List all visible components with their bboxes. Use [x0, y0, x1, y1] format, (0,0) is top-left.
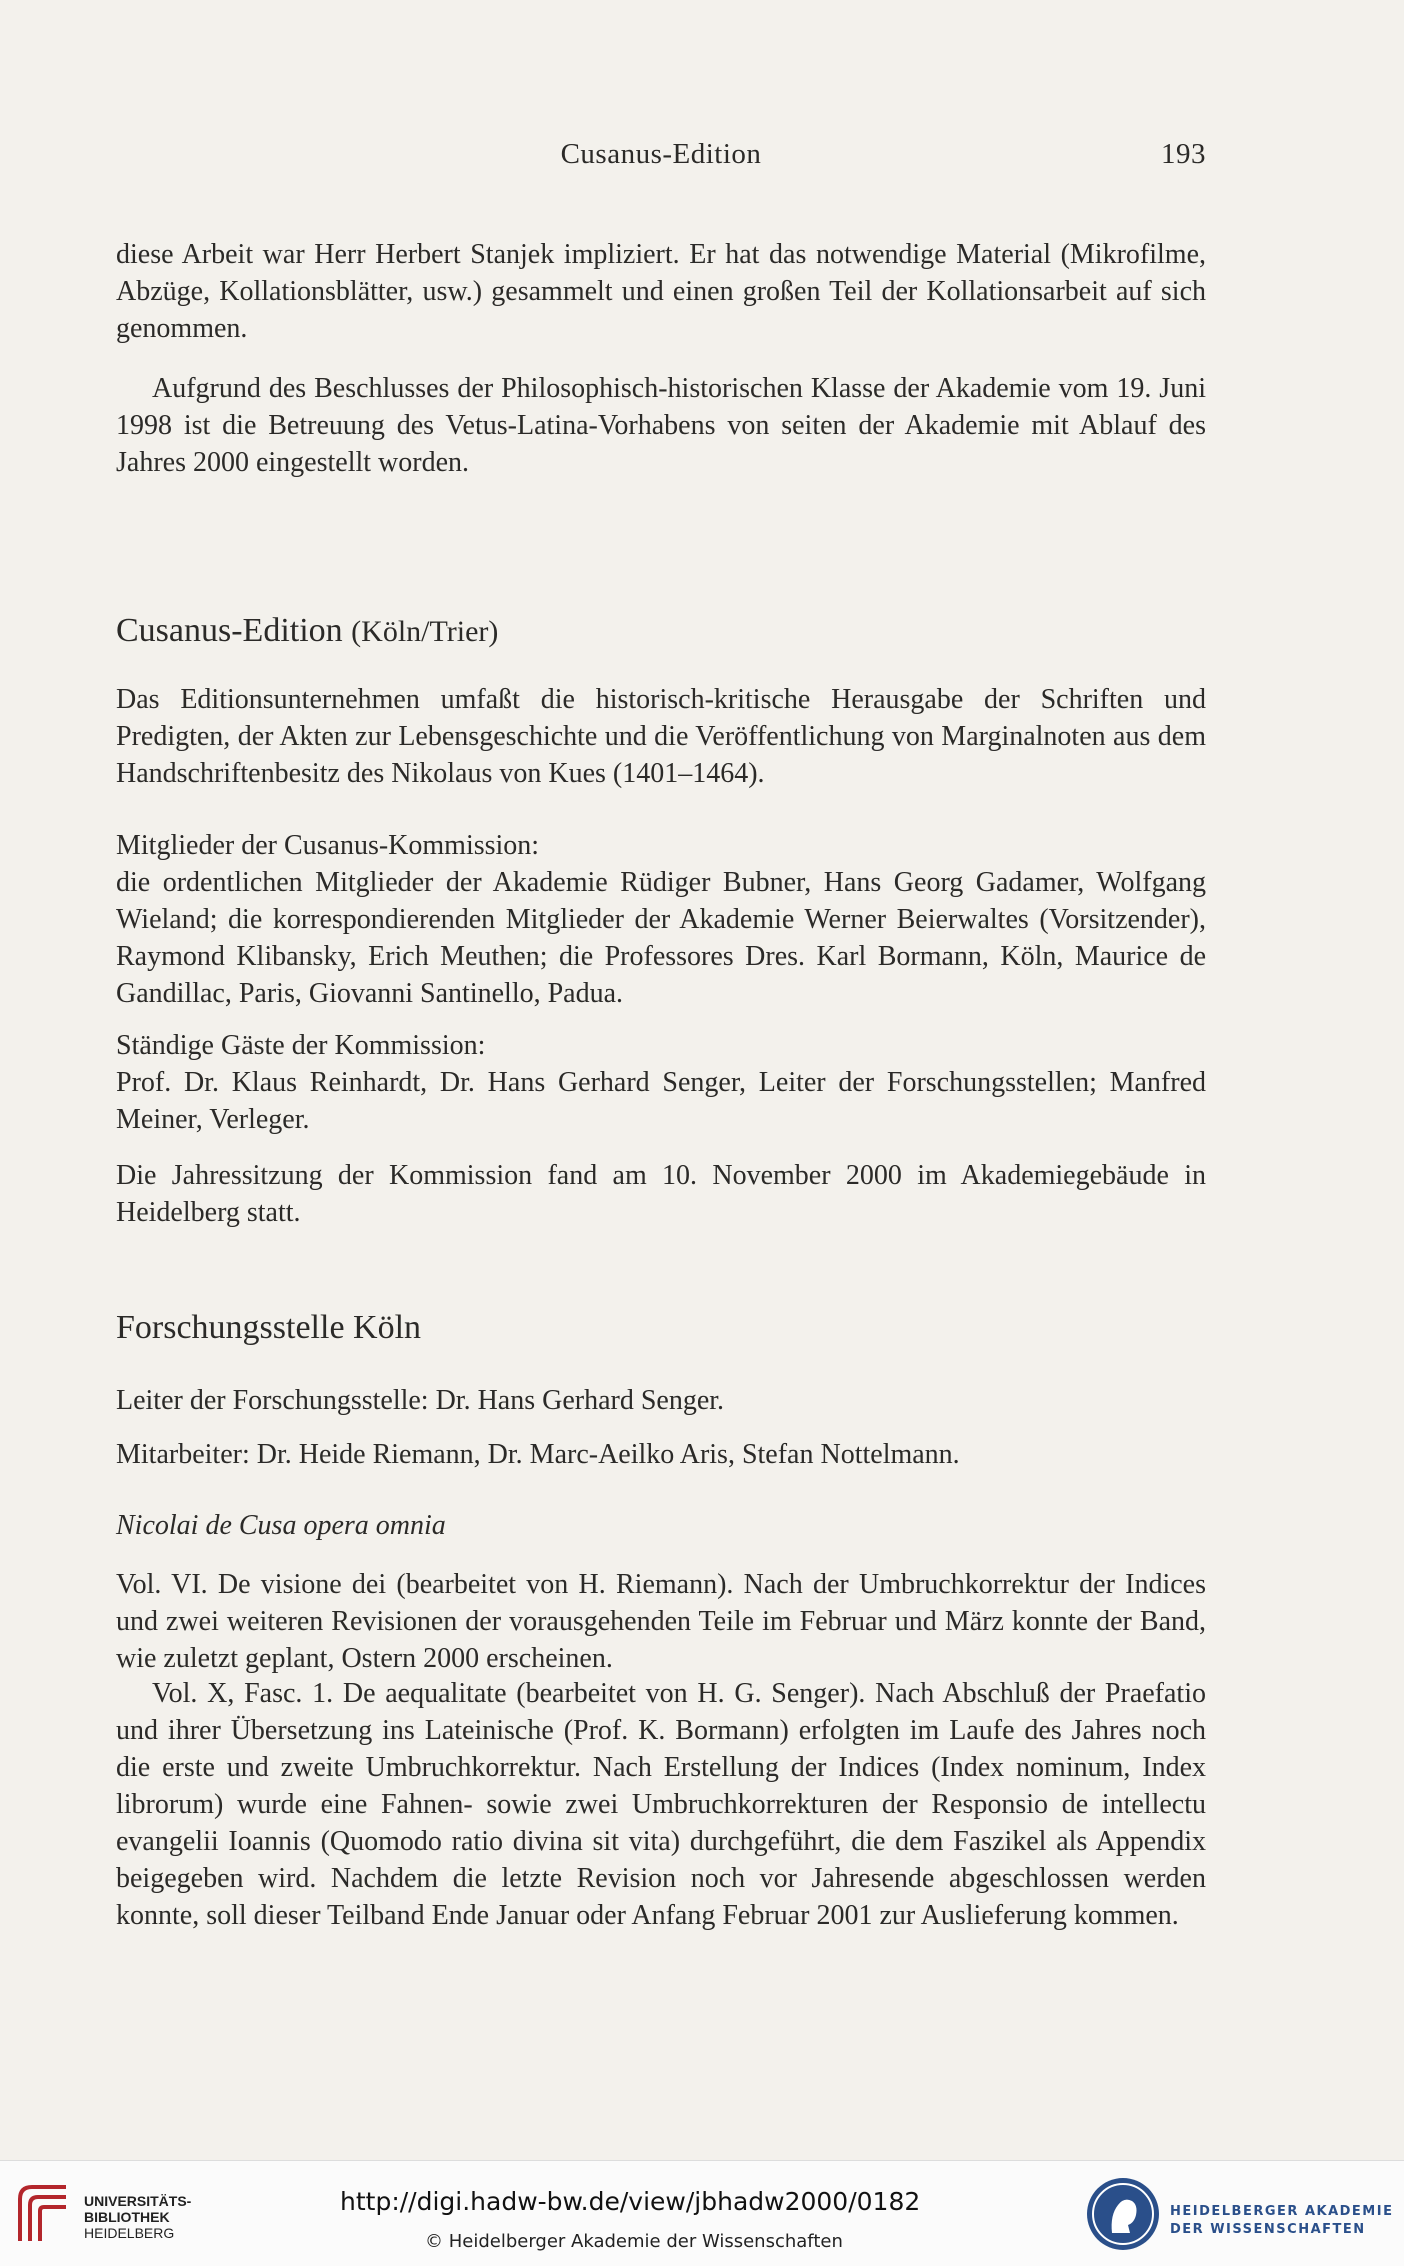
- academy-name: [1170, 2203, 1393, 2239]
- paragraph-vol10: Vol. X, Fasc. 1. De aequalitate (bearbeitet von H. G. Senger). Nach Abschluß der Praefatio und ihrer Übersetzung ins Lateinische (Prof. K. Bormann) erfolgten im Laufe des Jahres noch die erste und zweite Umbruchkorrektur. Nach Erstellung der Indices (Index nominum, Index librorum) wurde eine Fahnen- sowie zwei Umbruchkorrekturen der Responsio de intellectu evangelii Ioannis (Quomodo ratio divina sit vita) durchgeführt, die dem Faszikel als Appendix beigegeben wird. Nachdem die letzte Revision noch vor Jahresende abgeschlossen werden konnte, soll dieser Teilband Ende Januar oder Anfang Februar 2001 zur Auslieferung kommen.: [116, 1678, 1206, 1931]
- members-label: Mitglieder der Cusanus-Kommission:: [116, 830, 540, 861]
- paragraph-intro: Das Editionsunternehmen umfaßt die historisch-kritische Herausgabe der Schriften und Predigten, der Akten zur Lebensgeschichte und die Veröffentlichung von Marginalnoten aus dem Handschriftenbesitz des Nikolaus von Kues (1401–1464).: [116, 684, 1206, 789]
- leader-line: Leiter der Forschungsstelle: Dr. Hans Gerhard Senger.: [116, 1385, 725, 1416]
- paragraph-meeting: Die Jahressitzung der Kommission fand am 10. November 2000 im Akademiegebäude in Heidelberg statt.: [116, 1160, 1206, 1228]
- guests-label: Ständige Gäste der Kommission:: [116, 1030, 486, 1061]
- library-name-line: HEIDELBERG: [84, 2225, 175, 2241]
- staff-line: Mitarbeiter: Dr. Heide Riemann, Dr. Marc-Aeilko Aris, Stefan Nottelmann.: [116, 1439, 960, 1470]
- academy-name-line: DER WISSENSCHAFTEN: [1170, 2222, 1366, 2237]
- section-heading-title: Cusanus-Edition: [116, 612, 343, 649]
- library-name-line: BIBLIOTHEK: [84, 2209, 170, 2225]
- section-heading-koeln: Forschungsstelle Köln: [116, 1309, 422, 1346]
- running-head: [116, 138, 1206, 178]
- section-heading-location: (Köln/Trier): [351, 615, 499, 648]
- academy-seal-icon: [1084, 2175, 1162, 2253]
- page-number: 193: [1161, 138, 1206, 170]
- document-url-link[interactable]: http://digi.hadw-bw.de/view/jbhadw2000/0182: [340, 2187, 921, 2216]
- paragraph-continuation: diese Arbeit war Herr Herbert Stanjek impliziert. Er hat das notwendige Material (Mikrofilme, Abzüge, Kollationsblätter, usw.) gesammelt und einen großen Teil der Kollationsarbeit auf sich genommen.: [116, 239, 1206, 344]
- copyright-notice: © Heidelberger Akademie der Wissenschaften: [425, 2231, 843, 2252]
- university-library-name: [84, 2193, 191, 2241]
- university-library-logo-icon: [14, 2179, 72, 2249]
- subheading-opera: Nicolai de Cusa opera omnia: [116, 1510, 446, 1541]
- guests-list: Prof. Dr. Klaus Reinhardt, Dr. Hans Gerhard Senger, Leiter der Forschungsstellen; Manfred Meiner, Verleger.: [116, 1067, 1206, 1135]
- section-heading-cusanus: [116, 612, 498, 650]
- paragraph-vetus-latina: Aufgrund des Beschlusses der Philosophisch-historischen Klasse der Akademie vom 19. Juni 1998 ist die Betreuung des Vetus-Latina-Vorhabens von seiten der Akademie mit Ablauf des Jahres 2000 eingestellt worden.: [116, 373, 1206, 478]
- academy-name-line: HEIDELBERGER AKADEMIE: [1170, 2204, 1394, 2219]
- viewer-footer: [0, 2160, 1404, 2266]
- library-name-line: UNIVERSITÄTS-: [84, 2193, 192, 2209]
- running-head-title: Cusanus-Edition: [560, 138, 762, 170]
- paragraph-vol6: Vol. VI. De visione dei (bearbeitet von H. Riemann). Nach der Umbruchkorrektur der Indices und zwei weiteren Revisionen der vorausgehenden Teile im Februar und März konnte der Band, wie zuletzt geplant, Ostern 2000 erscheinen.: [116, 1569, 1206, 1674]
- members-list: die ordentlichen Mitglieder der Akademie Rüdiger Bubner, Hans Georg Gadamer, Wolfgang Wieland; die korrespondierenden Mitglieder der Akademie Werner Beierwaltes (Vorsitzender), Raymond Klibansky, Erich Meuthen; die Professores Dres. Karl Bormann, Köln, Maurice de Gandillac, Paris, Giovanni Santinello, Padua.: [116, 867, 1206, 1009]
